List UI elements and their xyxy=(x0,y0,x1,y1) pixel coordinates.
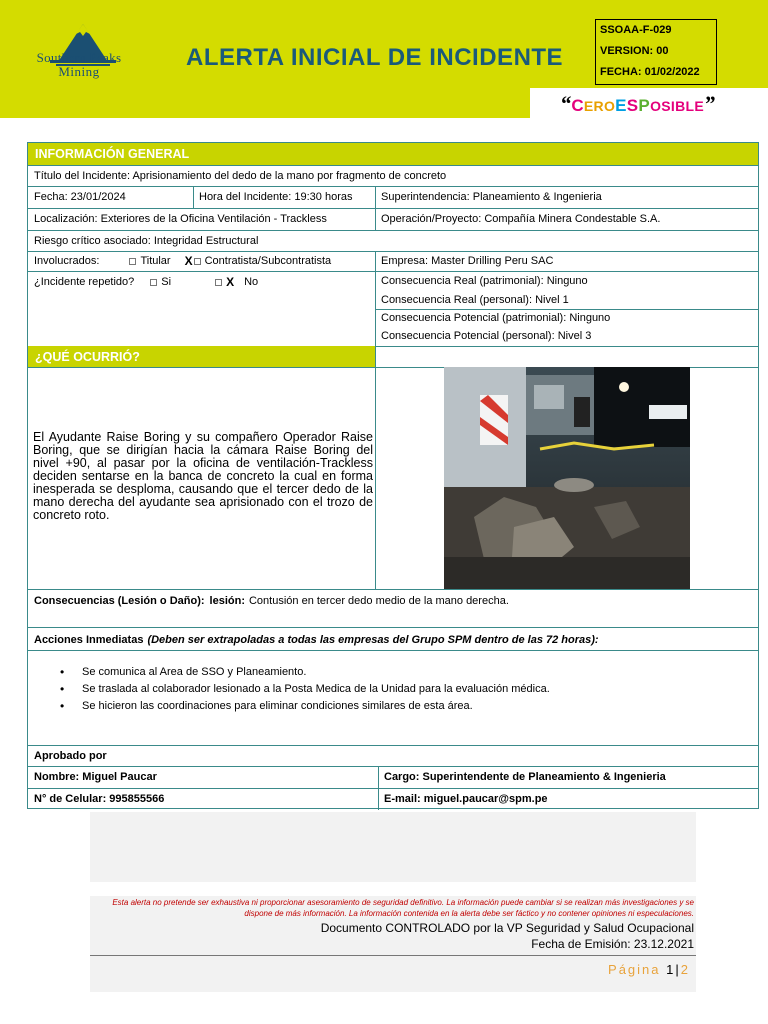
list-item: • Se hicieron las coordinaciones para eliminar condiciones similares de esta área. xyxy=(60,698,550,715)
si-label: Si xyxy=(161,276,172,288)
incident-date: Fecha: 23/01/2024 xyxy=(34,191,126,203)
document-code-box xyxy=(595,19,717,85)
riesgo-critico: Riesgo crítico asociado: Integridad Estructural xyxy=(34,234,259,247)
page-label: Página xyxy=(608,962,661,977)
consecuencia-real-personal: Consecuencia Real (personal): Nivel 1 xyxy=(381,294,569,306)
disclaimer-text: Esta alerta no pretende ser exhaustiva ni proporcionar asesoramiento de seguridad definitivo. La información puede cambiar si se realizan más investigaciones y se dispone de más información. La información contenida en la alerta debe ser fáctico y no contener opiniones ni especulaciones. xyxy=(112,898,694,918)
titular-checkbox[interactable] xyxy=(129,258,136,265)
consecuencia-potencial-patrimonial: Consecuencia Potencial (patrimonial): Ninguno xyxy=(381,312,611,324)
aprobado-celular: N° de Celular: 995855566 xyxy=(34,792,165,805)
lesion-label: lesión: xyxy=(209,595,245,607)
contratista-checkbox[interactable] xyxy=(194,258,201,265)
titular-label: Titular xyxy=(140,255,171,267)
slogan-part: ERO xyxy=(583,98,616,114)
localizacion: Localización: Exteriores de la Oficina Ventilación - Trackless xyxy=(34,213,327,225)
incident-title: Título del Incidente: Aprisionamiento del dedo de la mano por fragmento de concreto xyxy=(34,169,447,182)
consecuencia-real-patrimonial: Consecuencia Real (patrimonial): Ninguno xyxy=(381,275,588,287)
document-version: VERSION: 00 xyxy=(600,45,669,57)
slogan-part: OSIBLE xyxy=(650,98,704,114)
lesion-value: Contusión en tercer dedo medio de la mano derecha. xyxy=(248,595,509,607)
page-total: 2 xyxy=(680,962,690,977)
contratista-label: Contratista/Subcontratista xyxy=(204,255,332,267)
slogan xyxy=(560,91,715,117)
acciones-label: Acciones Inmediatas xyxy=(34,634,144,646)
empresa: Empresa: Master Drilling Peru SAC xyxy=(381,255,554,267)
incident-photo xyxy=(444,367,690,589)
acciones-note: (Deben ser extrapoladas a todas las empresas del Grupo SPM dentro de las 72 horas): xyxy=(147,634,599,646)
list-item: • Se traslada al colaborador lesionado a la Posta Medica de la Unidad para la evaluación médica. xyxy=(60,681,550,698)
list-item: • Se comunica al Area de SSO y Planeamiento. xyxy=(60,664,550,681)
slogan-part: E xyxy=(615,96,627,115)
acciones-list xyxy=(60,664,550,715)
document-date: FECHA: 01/02/2022 xyxy=(600,66,700,78)
aprobado-nombre: Nombre: Miguel Paucar xyxy=(34,771,157,783)
section-title-ocurrio: ¿QUÉ OCURRIÓ? xyxy=(28,346,375,367)
open-quote: “ xyxy=(560,91,572,116)
aprobado-email: E-mail: miguel.paucar@spm.pe xyxy=(384,792,548,805)
section-title-info: INFORMACIÓN GENERAL xyxy=(28,143,758,165)
superintendencia: Superintendencia: Planeamiento & Ingenieria xyxy=(381,191,602,203)
incident-scene-image xyxy=(444,367,690,589)
document-code: SSOAA-F-029 xyxy=(600,24,672,36)
involucrados-label: Involucrados: xyxy=(34,255,100,267)
acciones-header xyxy=(28,629,758,651)
consecuencias-label: Consecuencias (Lesión o Daño): xyxy=(34,595,205,607)
page-indicator xyxy=(540,962,690,977)
aprobado-cargo: Cargo: Superintendente de Planeamiento & Ingenieria xyxy=(384,771,666,783)
incident-form xyxy=(27,142,759,809)
close-quote: ” xyxy=(703,91,716,116)
document-control xyxy=(96,920,694,952)
aprobado-label: Aprobado por xyxy=(34,750,107,762)
blank-area xyxy=(90,812,696,882)
no-label: No xyxy=(244,276,259,288)
incident-time: Hora del Incidente: 19:30 horas xyxy=(199,191,353,203)
involucrados-row xyxy=(28,251,375,271)
slogan-part: P xyxy=(638,96,651,115)
no-checkbox[interactable] xyxy=(215,279,222,286)
incident-description: El Ayudante Raise Boring y su compañero Operador Raise Boring, que se dirigían hacia la cámara Raise Boring del nivel +90, al pasar por la oficina de ventilación-Trackless deciden sentarse en la banca de concreto la cual en forma inesperada se desploma, causando que el tercer dedo de la mano derecha del ayudante sea aprisionado con el trozo de concreto roto. xyxy=(33,430,373,522)
incidente-repetido-row xyxy=(28,271,375,293)
controlado-text: Documento CONTROLADO por la VP Seguridad y Salud Ocupacional xyxy=(320,921,694,935)
operacion-proyecto: Operación/Proyecto: Compañía Minera Condestable S.A. xyxy=(381,213,661,225)
brand-name-line2: Mining xyxy=(58,64,100,79)
contratista-mark: X xyxy=(184,254,193,268)
consecuencias-row xyxy=(28,589,758,613)
repetido-label: ¿Incidente repetido? xyxy=(34,276,135,288)
brand-name-line1: Southern Peaks xyxy=(36,50,122,65)
footer-divider xyxy=(90,955,696,956)
page-title: ALERTA INICIAL DE INCIDENTE xyxy=(186,44,564,71)
emision-date: Fecha de Emisión: 23.12.2021 xyxy=(531,937,694,951)
si-checkbox[interactable] xyxy=(150,279,157,286)
page-separator: | xyxy=(675,962,681,977)
slogan-part: S xyxy=(626,96,639,115)
slogan-text xyxy=(571,96,704,115)
no-mark: X xyxy=(226,275,235,289)
consecuencia-potencial-personal: Consecuencia Potencial (personal): Nivel 3 xyxy=(381,330,592,342)
slogan-part: C xyxy=(571,96,584,115)
page-number: 1 xyxy=(666,962,676,977)
